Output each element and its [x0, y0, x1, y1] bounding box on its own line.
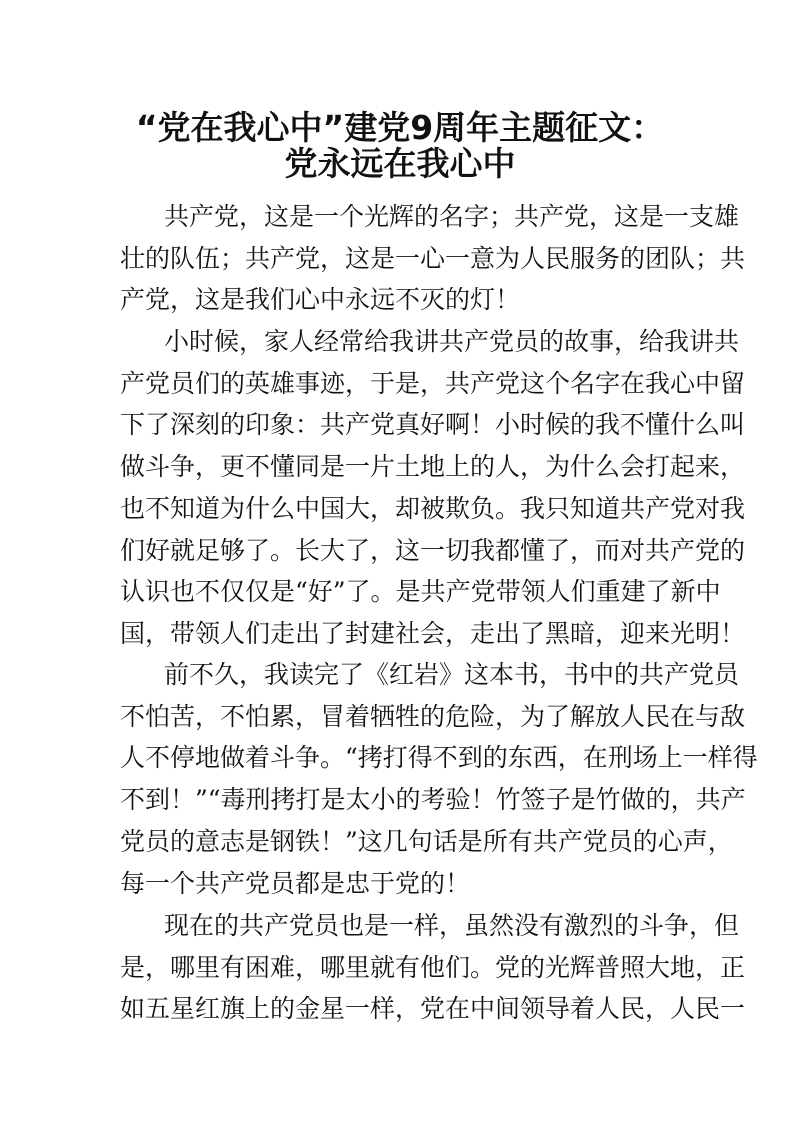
paragraph-3-line: 前不久，我读完了《红岩》这本书，书中的共产党员 — [164, 660, 740, 689]
paragraph-3-line: 每一个共产党员都是忠于党的！ — [120, 868, 471, 898]
paragraph-3-line: 不到！”“毒刑拷打是太小的考验！竹签子是竹做的，共产 — [120, 785, 746, 815]
document-title-line-2: 党永远在我心中 — [284, 144, 516, 183]
paragraph-2-line: 国，带领人们走出了封建社会，走出了黑暗，迎来光明！ — [120, 618, 746, 648]
paragraph-2-line: 认识也不仅仅是“好”了。是共产党带领人们重建了新中 — [120, 577, 721, 607]
paragraph-4-line: 如五星红旗上的金星一样，党在中间领导着人民，人民一 — [120, 994, 746, 1024]
paragraph-1-line: 共产党，这是一个光辉的名字；共产党，这是一支雄 — [164, 202, 740, 231]
paragraph-1-line: 产党，这是我们心中永远不灭的灯！ — [120, 285, 521, 315]
paragraph-2-line: 也不知道为什么中国大，却被欺负。我只知道共产党对我 — [120, 493, 746, 523]
paragraph-1-line: 壮的队伍；共产党，这是一心一意为人民服务的团队；共 — [120, 243, 746, 273]
paragraph-2-line: 产党员们的英雄事迹，于是，共产党这个名字在我心中留 — [120, 368, 746, 398]
paragraph-4-line: 是，哪里有困难，哪里就有他们。党的光辉普照大地，正 — [120, 952, 746, 982]
paragraph-3-line: 党员的意志是钢铁！”这几句话是所有共产党员的心声， — [120, 826, 733, 856]
paragraph-2-line: 下了深刻的印象：共产党真好啊！小时候的我不懂什么叫 — [120, 410, 746, 440]
document-title-line-1: “党在我心中”建党9周年主题征文： — [135, 108, 665, 147]
paragraph-3-line: 人不停地做着斗争。“拷打得不到的东西，在刑场上一样得 — [120, 743, 758, 773]
paragraph-3-line: 不怕苦，不怕累，冒着牺牲的危险，为了解放人民在与敌 — [120, 701, 746, 731]
paragraph-2-line: 小时候，家人经常给我讲共产党员的故事，给我讲共 — [164, 327, 740, 356]
paragraph-2-line: 们好就足够了。长大了，这一切我都懂了，而对共产党的 — [120, 535, 746, 565]
paragraph-4-line: 现在的共产党员也是一样，虽然没有激烈的斗争，但 — [164, 911, 740, 940]
paragraph-2-line: 做斗争，更不懂同是一片土地上的人，为什么会打起来， — [120, 452, 746, 482]
